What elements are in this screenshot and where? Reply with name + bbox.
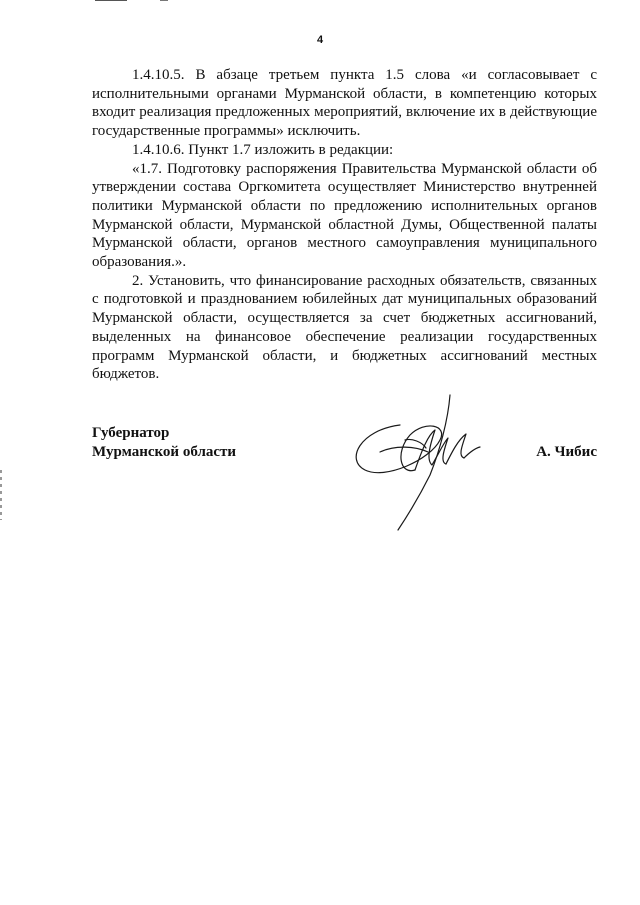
- scan-edge-mark: [160, 0, 168, 1]
- scan-edge-mark: [95, 0, 127, 1]
- signatory-position: [92, 424, 236, 462]
- signatory-position-line-2: Мурманской области: [92, 444, 237, 460]
- page-number: 4: [316, 34, 324, 46]
- paragraph-2: 2. Установить, что финансирование расходных обязательств, связанных с подготовкой и празднованием юбилейных дат муниципальных образований Мурманской области, осуществляется за счет бюджетных ассигнований, выделенных на финансовое обеспечение реализации государственных программ Мурманской области, и бюджетных ассигнований местных бюджетов.: [92, 272, 597, 383]
- signatory-name: А. Чибис: [536, 444, 597, 460]
- handwritten-signature: [340, 390, 490, 540]
- signatory-position-line-1: Губернатор: [92, 425, 170, 441]
- paragraph-1-4-10-5: 1.4.10.5. В абзаце третьем пункта 1.5 слова «и согласовывает с исполнительными органами Мурманской области, в компетенцию которых входит реализация предложенных мероприятий, включение их в действующие государственные программы» исключить.: [92, 67, 597, 140]
- paragraph-1-4-10-6: 1.4.10.6. Пункт 1.7 изложить в редакции:: [132, 141, 394, 158]
- scan-edge-mark: [0, 470, 2, 520]
- document-body: [92, 66, 597, 384]
- paragraph-1-7-quote: «1.7. Подготовку распоряжения Правительства Мурманской области об утверждении состава Оргкомитета осуществляет Министерство внутренней политики Мурманской области по предложению исполнительных органов Мурманской области, Мурманской областной Думы, Общественной палаты Мурманской области, органов местного самоуправления муниципального образования.».: [92, 160, 597, 271]
